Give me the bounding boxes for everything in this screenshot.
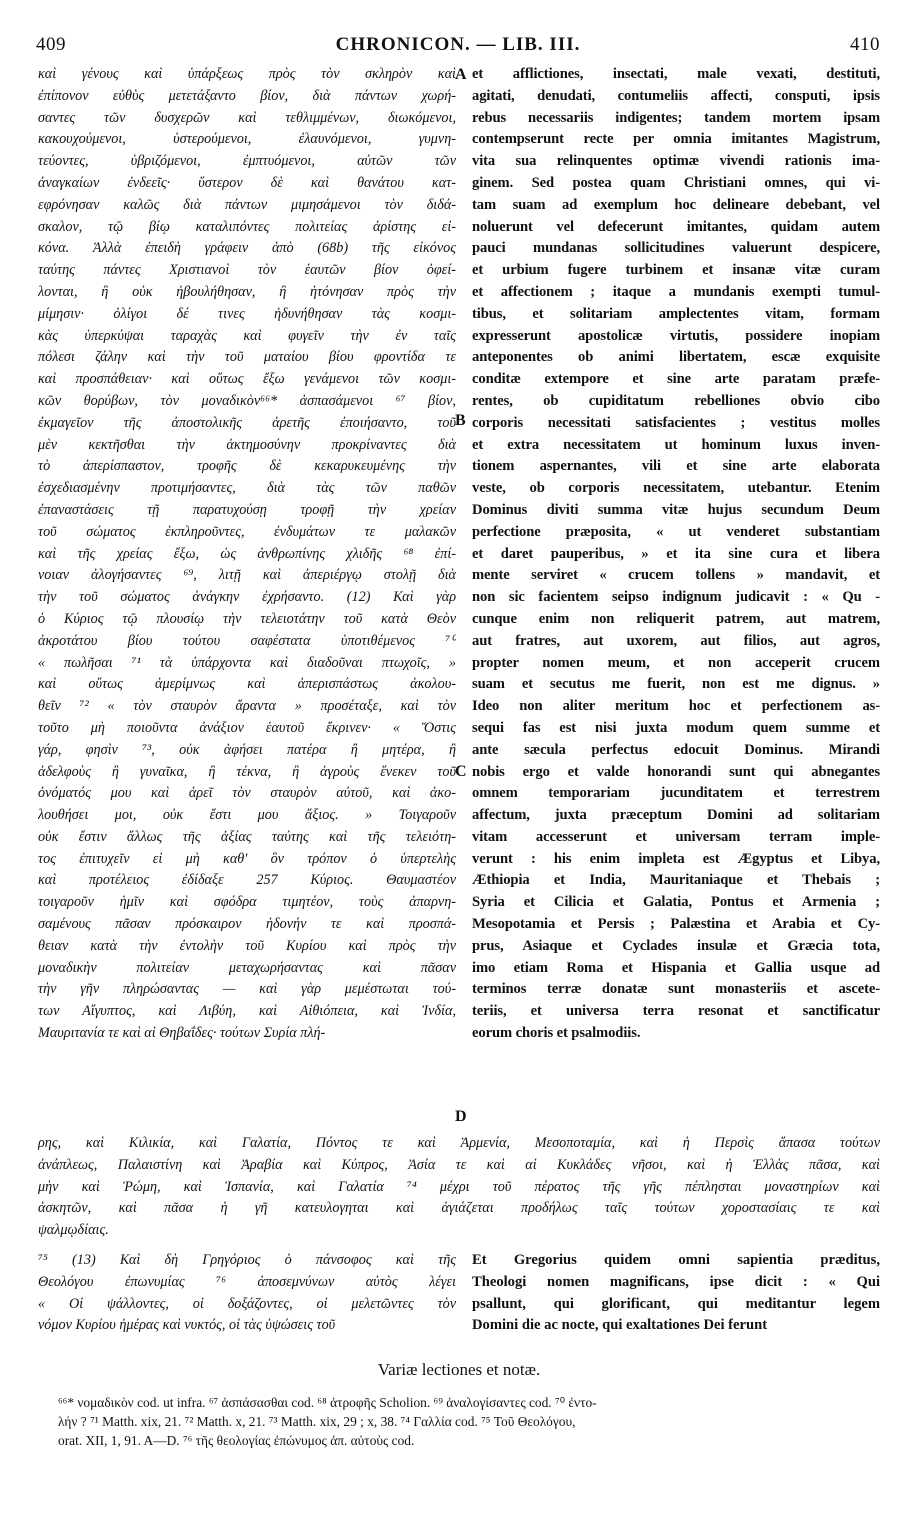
page-number-left: 409	[36, 34, 66, 55]
greek-text-line: σαμένους πᾶσαν πρόσκαιρον ἡδονήν τε καὶ προσπά-	[38, 916, 456, 933]
latin-text-line: imo etiam Roma et Hispania et Gallia usque ad	[472, 959, 880, 976]
greek-text-line: μὴν καὶ Ῥώμη, καὶ Ἱσπανία, καὶ Γαλατία ⁷⁴ μέχρι τοῦ πέρατος τῆς γῆς πέπλησται μοναστηρίων καὶ	[38, 1178, 880, 1195]
greek-text-line: κὰς ὑπερκύψαι ταραχὰς καὶ φυγεῖν τὴν ἐν ταῖς	[38, 327, 456, 344]
latin-text-line: contempserunt recte per omnia imitantes Magistrum,	[472, 131, 880, 148]
greek-text-line: σκαλον, τῷ βίῳ καταλιπόντες πολιτείας ἀρίστης εἰ-	[38, 218, 456, 235]
latin-text-line: pauci mundanas sollicitudines valuerunt despicere,	[472, 240, 880, 257]
greek-text-line: καὶ προσπάθειαν· καὶ οὕτως ἔξω γενάμενοι τῶν κοσμι-	[38, 371, 456, 388]
latin-text-line: Ideo non aliter meritum hoc et perfectionem as-	[472, 698, 880, 715]
greek-text-line: ὁ Κύριος τῷ πλουσίῳ τὴν τελειοτάτην τοῦ κατὰ Θεὸν	[38, 610, 456, 627]
latin-text-line: Domini die ac nocte, qui exaltationes Dei ferunt	[472, 1317, 768, 1334]
latin-text-line: et affectionem ; itaque a mundanis exempti tumul-	[472, 283, 880, 300]
greek-text-line: ρης, καὶ Κιλικία, καὶ Γαλατία, Πόντος τε καὶ Ἀρμενία, Μεσοποταμία, καὶ ἡ Περσὶς ἅπασα τούτων	[38, 1135, 880, 1151]
greek-text-line: ἐπίπονον εὐθὺς μετετάξαντο βίον, διὰ πάντων χωρή-	[38, 87, 456, 104]
greek-text-line: μοναδικὴν πολιτείαν μεταχωρήσαντας καὶ πᾶσαν	[38, 959, 456, 976]
latin-text-line: suam et secutus me fuerit, non est me dignus. »	[472, 676, 880, 693]
greek-text-line: ταύτης πάντες Χριστιανοὶ τὸν ἑαυτῶν βίον ὀφεί-	[38, 262, 456, 279]
footnotes	[58, 1393, 880, 1450]
greek-text-line: καὶ γένους καὶ ὑπάρξεως πρὸς τὸν σκληρὸν καὶ	[38, 66, 456, 82]
margin-marker-b: B	[455, 412, 466, 429]
notes-heading: Variæ lectiones et notæ.	[377, 1360, 541, 1379]
greek-text-line: καὶ οὕτως ἀμερίμνως καὶ ἀπερισπάστως ἀκολου-	[38, 676, 456, 693]
latin-text-line: affectum, juxta præceptum Domini ad solitariam	[472, 807, 880, 824]
latin-text-line: vitam accesserunt et universam terram imple-	[472, 828, 880, 845]
greek-text-line: καὶ προτέλειος ἐδίδαξε 257 Κύριος. Θαυμαστέον	[38, 872, 456, 889]
latin-text-line: expresserunt apostolicæ virtutis, possidere inopiam	[472, 327, 880, 344]
greek-text-line: ἀναγκαίων ἐνδεεῖς· ὕστερον δὲ καὶ θανάτου κατ-	[38, 174, 456, 191]
latin-text-line: Dominus diviti summa vitæ hujus secundum Deum	[472, 501, 880, 518]
greek-text-line: Θεολόγου ἐπωνυμίας ⁷⁶ ἀποσεμνύνων αὐτὸς λέγει	[38, 1273, 456, 1290]
footnote-line: orat. XII, 1, 91. A—D. ⁷⁶ τῆς θεολογίας ἐπώνυμος ἀπ. αὐτοὺς cod.	[58, 1433, 415, 1448]
latin-text-line: aut fratres, aut uxorem, aut filios, aut agros,	[472, 632, 880, 649]
page-number-right: 410	[849, 34, 880, 55]
greek-text-line: τὴν γῆν πληρώσαντας — καὶ γὰρ μεμέστωται τού-	[38, 981, 456, 998]
latin-text-line: conditæ extempore et sine arte paratam præfe-	[472, 371, 880, 388]
greek-text-line: ἀσκητῶν, καὶ πᾶσα ἡ γῆ κατευλογηται καὶ ἁγιάζεται προδήλως ταῖς τούτων χοροστασίαις τε καὶ	[38, 1200, 880, 1217]
greek-text-line: ἐσχεδιασμένην προτιμήσαντες, διὰ τὰς τῶν παθῶν	[38, 480, 456, 497]
greek-text-line: οὐκ ἔστιν ἄλλως τῆς ἀξίας ταύτης καὶ τῆς τελειότη-	[38, 828, 456, 845]
greek-text-line: κακουχούμενοι, ὑστερούμενοι, ἐλαυνόμενοι, γυμνη-	[38, 131, 456, 148]
greek-text-line: « Οἱ ψάλλοντες, οἱ δοξάζοντες, οἱ μελετῶντες τὸν	[38, 1295, 456, 1312]
footnote-line: λήν ? ⁷¹ Matth. xix, 21. ⁷² Matth. x, 21. ⁷³ Matth. xix, 29 ; x, 38. ⁷⁴ Γαλλία cod. ⁷⁵ Τοῦ Θεολόγου,	[58, 1414, 576, 1429]
greek-text-line: τοιγαροῦν ἡμῖν καὶ σφόδρα τιμητέον, τοὺς ἀπαρνη-	[38, 894, 456, 911]
latin-column	[472, 64, 880, 1045]
greek-text-line: τος ἐπιτυχεῖν εἰ μὴ καθ' ὃν τρόπον ὁ ὑπερτελὴς	[38, 850, 456, 867]
greek-text-line: τὸ ἀπερίσπαστον, τροφῆς δὲ κεκαρυκευμένης τὴν	[38, 458, 456, 475]
greek-text-line: ⁷⁵ (13) Καὶ δὴ Γρηγόριος ὁ πάνσοφος καὶ τῆς	[38, 1252, 456, 1268]
latin-text-line: noluerunt vel defecerunt imitantes, quidam autem	[472, 218, 880, 235]
latin-text-line: Et Gregorius quidem omni sapientia præditus,	[472, 1252, 880, 1268]
latin-text-line: rentes, ob cupiditatum rebelliones obvio cibo	[472, 392, 880, 409]
greek-text-line: ἐκμαγεῖον τῆς ἀποστολικῆς ἀρετῆς ἐποιήσαντο, τοῦ	[38, 414, 456, 431]
latin-text-line: eorum choris et psalmodiis.	[472, 1025, 641, 1042]
greek-text-line: ἐπαναστάσεις τῇ παρατυχούσῃ τροφῇ τὴν χρείαν	[38, 501, 456, 518]
latin-text-line: perfectione præposita, « ut venderet substantiam	[472, 523, 880, 540]
latin-text-line: Mesopotamia et Persis ; Palæstina et Arabia et Cy-	[472, 916, 880, 933]
latin-text-line: agitati, denudati, contumeliis affecti, consputi, ipsis	[472, 87, 880, 104]
greek-text-line: κόνα. Ἀλλὰ ἐπειδὴ γράφειν ἀπὸ (68b) τῆς εἰκόνος	[38, 240, 456, 257]
greek-text-line: σαντες τῶν δυσχερῶν καὶ τεθλιμμένων, διωκόμενοι,	[38, 109, 456, 126]
greek-text-line: μὲν κεκτῆσθαι τὴν ἀκτημοσύνην προκρίναντες διὰ	[38, 436, 456, 453]
running-header	[36, 34, 880, 60]
latin-text-line: ginem. Sed postea quam Christiani omnes, qui vi-	[472, 174, 880, 191]
latin-text-line: psallunt, qui glorificant, qui meditantur legem	[472, 1295, 880, 1312]
greek-text-line: νόμον Κυρίου ἡμέρας καὶ νυκτός, οἱ τὰς ὑψώσεις τοῦ	[38, 1317, 336, 1334]
greek-column-second	[38, 1250, 456, 1337]
latin-text-line: tibus, et solitariam amplectentes vitam, formam	[472, 305, 880, 322]
latin-text-line: et extra necessitatem ut hominum luxus inven-	[472, 436, 880, 453]
greek-text-line: ὀνόματός μου καὶ ἀρεῖ τὸν σταυρὸν αὐτοῦ, καὶ ἀκο-	[38, 785, 456, 802]
latin-text-line: Syria et Cilicia et Galatia, Pontus et Armenia ;	[472, 894, 880, 911]
latin-text-line: Æthiopia et India, Mauritaniaque et Thebais ;	[472, 872, 880, 889]
latin-text-line: non sic facientem seipso indignum judicavit : « Qu -	[472, 589, 880, 606]
greek-text-line: ἀδελφοὺς ἢ γυναῖκα, ἢ τέκνα, ἢ ἀγροὺς ἕνεκεν τοῦ	[38, 763, 456, 780]
latin-text-line: tionem aspernantes, vili et sine arte elaborata	[472, 458, 880, 475]
latin-text-line: et daret pauperibus, » et ita sine cura et libera	[472, 545, 880, 562]
greek-text-line: λονται, ἢ οὐκ ἠβουλήθησαν, ἢ ἡτόνησαν πρὸς τὴν	[38, 283, 456, 300]
latin-text-line: omnem temporariam jucunditatem et terrestrem	[472, 785, 880, 802]
greek-text-line: των Αἴγυπτος, καὶ Λιβύη, καὶ Αἰθιόπεια, καὶ Ἰνδία,	[38, 1003, 456, 1020]
footnote-line: ⁶⁶* νομαδικὸν cod. ut infra. ⁶⁷ ἀσπάσασθαι cod. ⁶⁸ ἀτροφῆς Scholion. ⁶⁹ ἀναλογίσαντες cod. ⁷⁰ ἐντο-	[58, 1395, 597, 1410]
latin-text-line: et afflictiones, insectati, male vexati, destituti,	[472, 66, 880, 82]
latin-text-line: mente serviret « crucem tollens » mandavit, et	[472, 567, 880, 584]
greek-text-line: γάρ, φησὶν ⁷³, οὐκ ἀφήσει πατέρα ἢ μητέρα, ἢ	[38, 741, 456, 758]
latin-text-line: teriis, et universa terra resonat et sanctificatur	[472, 1003, 880, 1020]
greek-text-line: Μαυριτανία τε καὶ αἱ Θηβαΐδες· τούτων Συρία πλή-	[38, 1025, 326, 1042]
latin-text-line: nobis ergo et valde honorandi sunt qui abnegantes	[472, 763, 880, 780]
latin-text-line: verunt : his enim impleta est Ægyptus et Libya,	[472, 850, 880, 867]
greek-text-line: « πωλῆσαι ⁷¹ τὰ ὑπάρχοντα καὶ διαδοῦναι πτωχοῖς, »	[38, 654, 456, 671]
latin-text-line: et urbium fugere turbinem et insanæ vitæ curam	[472, 262, 880, 279]
latin-text-line: ante sæcula perfectus edocuit Dominus. Mirandi	[472, 741, 880, 758]
greek-text-line: ἀνάπλεως, Παλαιστίνη καὶ Ἀραβία καὶ Κύπρος, Ἀσία τε καὶ αἱ Κυκλάδες νῆσοι, καὶ ἡ Ἑλλὰς πᾶσα, καὶ	[38, 1156, 880, 1173]
greek-text-line: τοῦ σώματος ἐκπληροῦντες, ἐνδυμάτων τε μαλακῶν	[38, 523, 456, 540]
latin-text-line: tam suam ad exemplum hoc delineare debebant, vel	[472, 196, 880, 213]
latin-text-line: sequi fas est nisi juxta modum quem summe et	[472, 719, 880, 736]
greek-text-line: τεύοντες, ὑβριζόμενοι, ἐμπτυόμενοι, αὐτῶν τῶν	[38, 153, 456, 170]
greek-text-line: θειαν κατὰ τὴν ἐντολὴν τοῦ Κυρίου καὶ πρὸς τὴν	[38, 937, 456, 954]
latin-text-line: Theologi nomen magnificans, ipse dicit : « Qui	[472, 1273, 880, 1290]
greek-text-line: ἀκροτάτου βίου τούτου σαφέστατα ὑποτιθέμενος ⁷⁰	[38, 632, 456, 649]
margin-marker-a: A	[455, 66, 467, 83]
latin-text-line: terminos terræ donatæ sunt monasteriis et ascete-	[472, 981, 880, 998]
latin-text-line: corporis necessitati satisfacientes ; vestitus molles	[472, 414, 880, 431]
greek-text-line: τοῦτο μὴ ποιοῦντα ἀνάξιον ἑαυτοῦ ἔκρινεν· « Ὅστις	[38, 719, 456, 736]
greek-text-line: πόλεσι ζάλην καὶ τὴν τοῦ ματαίου βίου φροντίδα τε	[38, 349, 456, 366]
latin-text-line: anteponentes ob animi libertatem, escæ exquisite	[472, 349, 880, 366]
greek-text-line: μίμησιν· ὀλίγοι δέ τινες ἠδυνήθησαν τὰς κοσμι-	[38, 305, 456, 322]
latin-text-line: propter nomen meum, et non acceperit crucem	[472, 654, 880, 671]
greek-text-line: λουθήσει μοι, οὐκ ἔστι μου ἄξιος. » Τοιγαροῦν	[38, 807, 456, 824]
greek-text-line: τὴν τοῦ σώματος ἀνάγκην ἐχρήσαντο. (12) Καὶ γὰρ	[38, 589, 456, 606]
latin-column-second	[472, 1250, 880, 1337]
latin-text-line: rebus necessariis indigentes; tandem mortem ipsam	[472, 109, 880, 126]
latin-text-line: vita sua relinquentes optimæ vivendi rationis ima-	[472, 153, 880, 170]
greek-column	[38, 64, 456, 1045]
latin-text-line: cunque enim non reliquerit patrem, aut matrem,	[472, 610, 880, 627]
greek-text-line: καὶ τῆς χρείας ἔξω, ὡς ἀνθρωπίνης χλιδῆς ⁶⁸ ἐπί-	[38, 545, 456, 562]
greek-text-line: νοιαν ἀλογήσαντες ⁶⁹, λιτῇ καὶ ἀπεριέργῳ στολῇ διὰ	[38, 567, 456, 584]
greek-text-line: θεῖν ⁷² « τὸν σταυρὸν ἄραντα » προσέταξε, καὶ τὸν	[38, 698, 456, 715]
latin-text-line: prus, Asiaque et Cyclades insulæ et Græcia tota,	[472, 937, 880, 954]
running-title: CHRONICON. — LIB. III.	[335, 34, 581, 55]
greek-full-width-block	[38, 1133, 880, 1242]
margin-marker-c: C	[455, 763, 467, 780]
latin-text-line: veste, ob corporis necessitatem, utebantur. Etenim	[472, 480, 880, 497]
margin-marker-d: D	[455, 1108, 467, 1125]
greek-text-line: κῶν θορύβων, τὸν μοναδικὸν⁶⁶* ἀσπασάμενοι ⁶⁷ βίον,	[38, 392, 456, 409]
greek-text-line: εφρόνησαν καλῶς διὰ πάντων μιμησάμενοι τὸν διδά-	[38, 196, 456, 213]
greek-text-line: ψαλμῳδίαις.	[38, 1222, 109, 1239]
